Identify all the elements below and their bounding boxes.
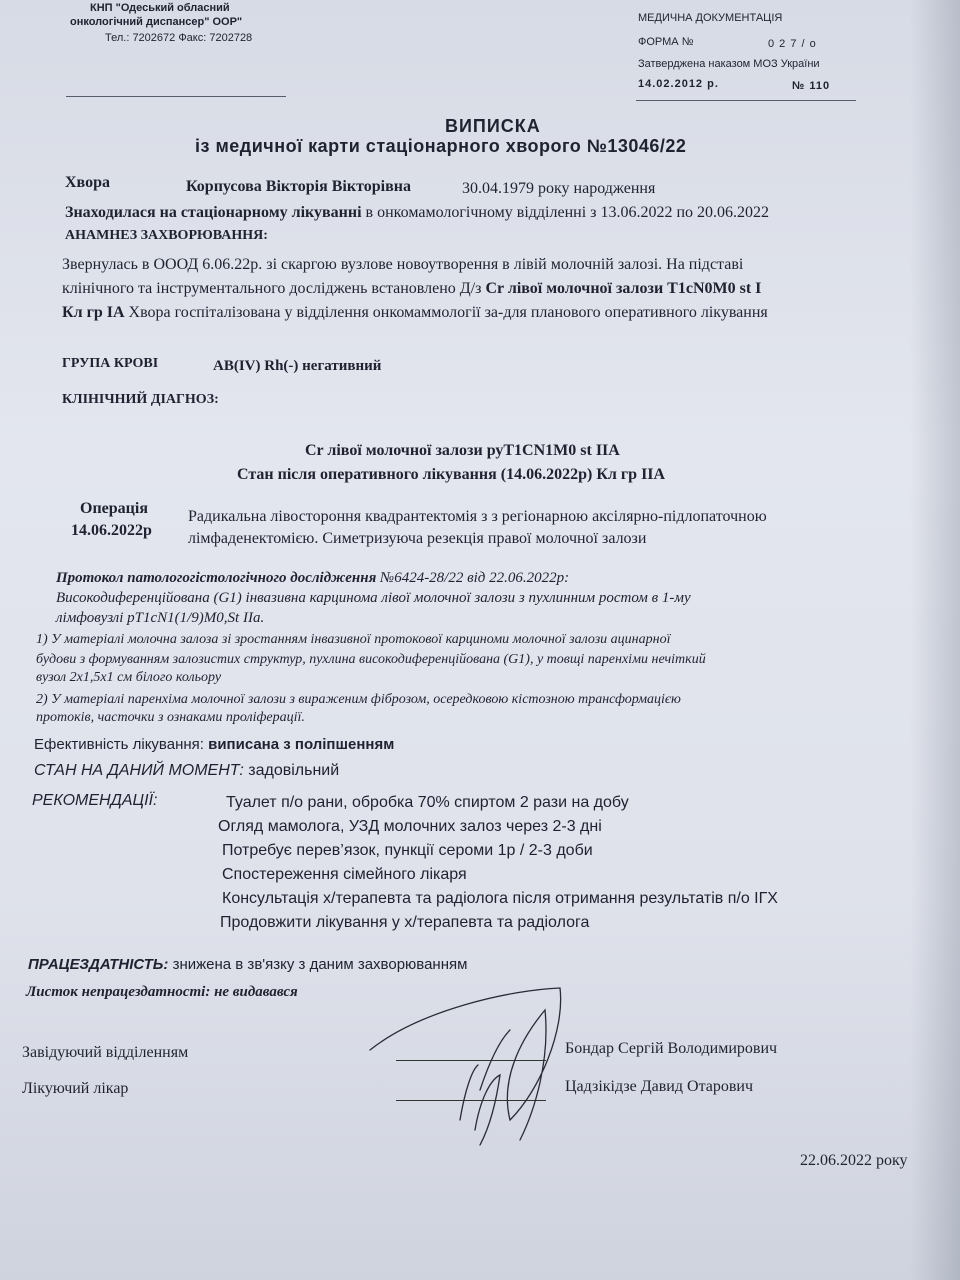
histology-protocol: №6424-28/22 від 22.06.2022р: [376,570,570,586]
doc-type: МЕДИЧНА ДОКУМЕНТАЦІЯ [638,12,783,24]
recommendation-item: Туалет п/о рани, обробка 70% спиртом 2 рази на добу [226,794,629,811]
histology-line6: 2) У матеріалі паренхіма молочної залози з вираженим фіброзом, осередковою кістозною трансформацією [36,692,681,707]
recommendation-item: Огляд мамолога, УЗД молочних залоз через 2-3 дні [218,818,602,835]
histology-line3: 1) У матеріалі молочна залоза зі зростанням інвазивної протокової карциноми молочної залози ацинарної [36,632,671,647]
document-date: 22.06.2022 року [800,1152,908,1169]
current-state [34,762,339,780]
form-label: ФОРМА № [638,36,694,48]
anamnesis-heading: АНАМНЕЗ ЗАХВОРЮВАННЯ: [65,228,268,243]
operation-label: Операція [80,500,148,517]
org-name-line2: онкологічний диспансер" ООР" [70,16,243,28]
doc-title: ВИПИСКА [445,116,541,136]
anamnesis-line2 [62,280,761,298]
histology-line4: будови з формуванням залозистих структур, пухлина високодиференційована (G1), у товщі паренхіми нечіткий [36,652,706,667]
histology-line7: протоків, часточки з ознаками проліферації. [36,710,305,725]
diagnosis-heading: КЛІНІЧНИЙ ДІАГНОЗ: [62,392,219,407]
diagnosis-line1: Cr лівої молочної залози руT1CN1M0 st IIA [305,442,620,459]
patient-label: Хвора [65,174,110,191]
current-state-value: задовільний [243,762,340,779]
workability-label: ПРАЦЕЗДАТНІСТЬ: [28,956,169,973]
histology-heading-bold: Протокол патологогістологічного дослідження [56,570,377,586]
anamnesis-line3 [62,304,768,322]
recommendation-item: Потребує перев’язок, пункції сероми 1р / 2-3 доби [222,842,593,859]
recommendation-item: Продовжити лікування у х/терапевта та радіолога [220,914,590,931]
attending-doctor-name: Цадзікідзе Давид Отарович [565,1078,754,1095]
workability-value: знижена в зв'язку з даним захворюванням [168,956,468,973]
histology-line1: Високодиференційована (G1) інвазивна карцинома лівої молочної залози з пухлинним ростом в 1-му [56,590,691,606]
recommendation-item: Спостереження сімейного лікаря [222,866,467,883]
efficiency-value: виписана з поліпшенням [208,736,395,753]
initial-clinical-group: Кл гр ІА [62,304,125,321]
operation-line2: лімфаденектомією. Симетризуюча резекція правої молочної залози [188,530,647,547]
patient-stay [65,204,769,222]
efficiency-label: Ефективність лікування: [34,736,209,753]
anamnesis-line2-text: клінічного та інструментального досліджень встановлено Д/з [62,280,486,297]
current-state-label: СТАН НА ДАНИЙ МОМЕНТ: [34,762,244,779]
patient-birth: 30.04.1979 року народження [462,180,656,197]
histology-heading [56,570,569,587]
recommendation-item: Консультація х/терапевта та радіолога після отримання результатів п/о ІГХ [222,890,778,907]
histology-line5: вузол 2х1,5х1 см білого кольору [36,670,222,685]
initial-diagnosis: Cr лівої молочної залози T1cN0M0 st I [485,280,762,297]
attending-doctor-label: Лікуючий лікар [22,1080,129,1097]
anamnesis-line3-text: Хвора госпіталізована у відділення онкомаммології за-для планового оперативного лікування [124,304,768,321]
diagnosis-line2: Стан після оперативного лікування (14.06.2022р) Кл гр IIA [237,466,666,483]
patient-name: Корпусова Вікторія Вікторівна [186,178,411,195]
order-number: № 110 [792,80,831,92]
paper-fold-shadow [910,0,960,1280]
org-phone: Тел.: 7202672 Факс: 7202728 [105,32,253,44]
recommendations-label: РЕКОМЕНДАЦІЇ: [32,792,158,809]
header-divider-right [636,100,856,101]
doc-subtitle: із медичної карти стаціонарного хворого №13046/22 [195,136,687,156]
blood-group-value: AB(IV) Rh(-) негативний [213,358,382,374]
blood-group-label: ГРУПА КРОВІ [62,356,159,371]
sick-leave: Листок непрацездатності: не видавався [26,984,298,1000]
order-date: 14.02.2012 р. [638,78,719,90]
anamnesis-line1: Звернулась в ОООД 6.06.22р. зі скаргою вузлове новоутворення в лівій молочній залозі. На підставі [62,256,744,273]
header-divider-left [66,96,286,97]
head-of-department-name: Бондар Сергій Володимирович [565,1040,778,1057]
stay-period: в онкомамологічному відділенні з 13.06.2022 по 20.06.2022 [365,204,770,221]
handwritten-signature [360,970,600,1160]
efficiency [34,736,394,753]
approved-by: Затверджена наказом МОЗ України [638,58,820,70]
org-name-line1: КНП "Одеський обласний [90,2,230,14]
form-number: 0 2 7 / о [768,38,817,50]
operation-line1: Радикальна лівостороння квадрантектомія з з регіонарною аксілярно-підлопаточною [188,508,767,525]
operation-date: 14.06.2022р [71,522,152,539]
head-of-department-label: Завідуючий відділенням [22,1044,189,1061]
stay-label: Знаходилася на стаціонарному лікуванні [65,204,362,221]
histology-line2: лімфовузлі pT1cN1(1/9)M0,St IIa. [56,610,265,626]
